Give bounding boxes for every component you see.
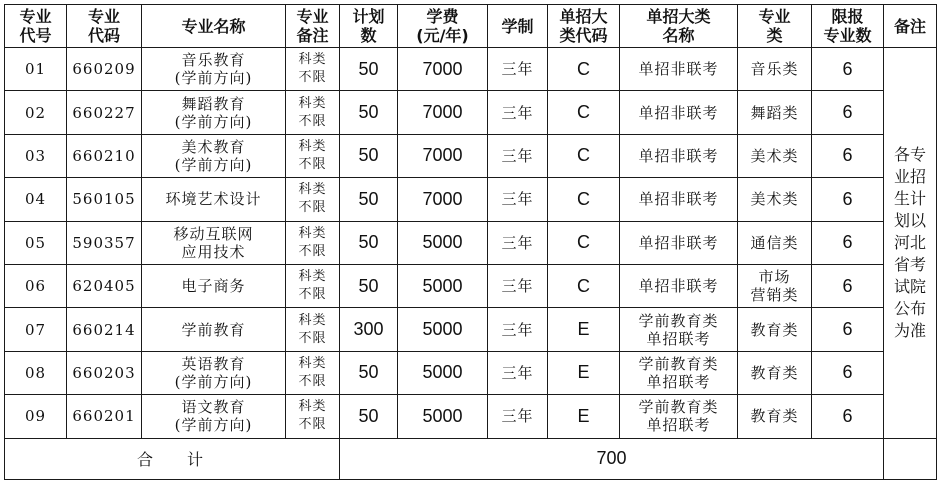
text-line: 学前教育类 xyxy=(638,311,719,330)
text-line: 不限 xyxy=(298,70,327,86)
cell-major-note xyxy=(286,308,340,351)
cell-plan: 50 xyxy=(340,178,398,221)
text-line: 单招非联考 xyxy=(638,60,719,79)
cell-major-no: 04 xyxy=(5,178,67,221)
cell-limit: 6 xyxy=(812,308,884,351)
cell-major-name xyxy=(142,264,286,307)
text-line: 科类 xyxy=(298,138,327,154)
table-row xyxy=(5,134,937,177)
cell-major-no: 06 xyxy=(5,264,67,307)
cell-years: 三年 xyxy=(488,351,548,394)
text-line: 专业名称 xyxy=(181,16,246,36)
text-line: 单招非联考 xyxy=(638,190,719,209)
cell-limit: 6 xyxy=(812,91,884,134)
cell-cat-code: C xyxy=(548,134,620,177)
cell-major-note xyxy=(286,134,340,177)
table-row xyxy=(5,264,937,307)
cell-limit: 6 xyxy=(812,178,884,221)
text-line: 科类 xyxy=(298,269,327,285)
cell-major-no: 01 xyxy=(5,48,67,91)
cell-years: 三年 xyxy=(488,178,548,221)
header-col-years xyxy=(488,5,548,48)
text-line: 环境艺术设计 xyxy=(165,190,262,209)
cell-years: 三年 xyxy=(488,91,548,134)
total-value: 700 xyxy=(340,438,884,479)
cell-major-code: 620405 xyxy=(67,264,142,307)
text-line: 不限 xyxy=(298,417,327,433)
text-line: 不限 xyxy=(298,287,327,303)
cell-fee: 5000 xyxy=(398,395,488,438)
cell-major-code: 660203 xyxy=(67,351,142,394)
cell-plan: 300 xyxy=(340,308,398,351)
cell-major-code: 660214 xyxy=(67,308,142,351)
text-line: 代号 xyxy=(19,26,52,45)
text-line: 单招非联考 xyxy=(638,103,719,122)
text-line: 科类 xyxy=(298,399,327,415)
text-line: 不限 xyxy=(298,373,327,389)
text-line: 科类 xyxy=(298,312,327,328)
cell-limit: 6 xyxy=(812,221,884,264)
cell-major-name xyxy=(142,91,286,134)
cell-cat-name xyxy=(620,351,738,394)
text-line: 专业 xyxy=(296,7,329,26)
text-line: 舞蹈类 xyxy=(750,103,799,122)
cell-plan: 50 xyxy=(340,264,398,307)
text-line: 单招非联考 xyxy=(638,233,719,252)
cell-major-class xyxy=(738,91,812,134)
cell-major-note xyxy=(286,178,340,221)
total-remark-empty xyxy=(884,438,937,479)
cell-cat-name xyxy=(620,395,738,438)
text-line: (学前方向) xyxy=(174,112,253,131)
text-line: (学前方向) xyxy=(174,69,253,88)
text-line: 学前教育类 xyxy=(638,354,719,373)
text-line: 美术类 xyxy=(750,190,799,209)
header-col-major-class xyxy=(738,5,812,48)
cell-cat-name xyxy=(620,134,738,177)
text-line: 音乐类 xyxy=(750,60,799,79)
cell-years: 三年 xyxy=(488,134,548,177)
cell-plan: 50 xyxy=(340,91,398,134)
cell-major-class xyxy=(738,395,812,438)
text-line: 不限 xyxy=(298,243,327,259)
cell-cat-code: C xyxy=(548,178,620,221)
cell-major-code: 660210 xyxy=(67,134,142,177)
header-col-cat-code xyxy=(548,5,620,48)
cell-major-name xyxy=(142,134,286,177)
text-line: 市场 xyxy=(758,268,791,287)
cell-major-class xyxy=(738,221,812,264)
remark-cell: 各专业招生计划以河北省考试院公布为准 xyxy=(884,48,937,439)
table-row xyxy=(5,91,937,134)
table-row xyxy=(5,48,937,91)
text-line: 限报 xyxy=(831,7,864,26)
table-row xyxy=(5,178,937,221)
text-line: 科类 xyxy=(298,355,327,371)
cell-plan: 50 xyxy=(340,351,398,394)
header-col-major-name xyxy=(142,5,286,48)
cell-years: 三年 xyxy=(488,264,548,307)
text-line: 不限 xyxy=(298,113,327,129)
cell-plan: 50 xyxy=(340,48,398,91)
cell-major-code: 660227 xyxy=(67,91,142,134)
cell-fee: 5000 xyxy=(398,221,488,264)
text-line: (学前方向) xyxy=(174,155,253,174)
cell-cat-name xyxy=(620,178,738,221)
table-row xyxy=(5,221,937,264)
text-line: 学前教育 xyxy=(181,320,246,339)
cell-limit: 6 xyxy=(812,395,884,438)
cell-fee: 5000 xyxy=(398,308,488,351)
text-line: (元/年) xyxy=(416,26,469,45)
table-body xyxy=(5,48,937,480)
total-label: 合计 xyxy=(5,438,340,479)
cell-major-name xyxy=(142,308,286,351)
text-line: 音乐教育 xyxy=(181,51,246,70)
text-line: 美术教育 xyxy=(181,137,246,156)
cell-major-note xyxy=(286,221,340,264)
cell-fee: 7000 xyxy=(398,48,488,91)
text-line: 单招大 xyxy=(559,7,608,26)
text-line: 类 xyxy=(766,26,783,45)
header-col-remark xyxy=(884,5,937,48)
cell-plan: 50 xyxy=(340,134,398,177)
cell-major-name xyxy=(142,351,286,394)
cell-major-code: 660201 xyxy=(67,395,142,438)
cell-major-class xyxy=(738,308,812,351)
text-line: 学前教育类 xyxy=(638,398,719,417)
text-line: 美术类 xyxy=(750,146,799,165)
header-col-major-code xyxy=(67,5,142,48)
cell-fee: 5000 xyxy=(398,351,488,394)
text-line: 类代码 xyxy=(559,26,608,45)
cell-major-no: 07 xyxy=(5,308,67,351)
text-line: 应用技术 xyxy=(181,242,246,261)
text-line: 专业 xyxy=(758,7,791,26)
cell-major-note xyxy=(286,264,340,307)
cell-plan: 50 xyxy=(340,395,398,438)
header-col-major-no xyxy=(5,5,67,48)
text-line: 科类 xyxy=(298,52,327,68)
cell-major-name xyxy=(142,221,286,264)
text-line: 专业 xyxy=(19,7,52,26)
text-line: 不限 xyxy=(298,330,327,346)
text-line: 英语教育 xyxy=(181,354,246,373)
text-line: 教育类 xyxy=(750,363,799,382)
cell-major-class xyxy=(738,134,812,177)
text-line: 单招联考 xyxy=(646,329,711,348)
cell-years: 三年 xyxy=(488,395,548,438)
text-line: 专业 xyxy=(87,7,120,26)
text-line: 科类 xyxy=(298,182,327,198)
cell-cat-code: C xyxy=(548,91,620,134)
cell-major-class xyxy=(738,48,812,91)
text-line: 舞蹈教育 xyxy=(181,94,246,113)
cell-cat-name xyxy=(620,264,738,307)
header-col-cat-name xyxy=(620,5,738,48)
cell-major-no: 02 xyxy=(5,91,67,134)
cell-cat-code: E xyxy=(548,308,620,351)
cell-major-no: 05 xyxy=(5,221,67,264)
cell-major-code: 660209 xyxy=(67,48,142,91)
cell-major-class xyxy=(738,178,812,221)
enrollment-plan-table xyxy=(4,4,937,480)
text-line: (学前方向) xyxy=(174,372,253,391)
text-line: 备注 xyxy=(296,26,329,45)
header-col-plan xyxy=(340,5,398,48)
text-line: (学前方向) xyxy=(174,416,253,435)
text-line: 教育类 xyxy=(750,407,799,426)
cell-major-name xyxy=(142,178,286,221)
cell-plan: 50 xyxy=(340,221,398,264)
header-row xyxy=(5,5,937,48)
cell-years: 三年 xyxy=(488,221,548,264)
cell-major-note xyxy=(286,395,340,438)
text-line: 单招联考 xyxy=(646,416,711,435)
cell-major-no: 08 xyxy=(5,351,67,394)
total-row xyxy=(5,438,937,479)
cell-cat-code: C xyxy=(548,264,620,307)
text-line: 备注 xyxy=(893,16,926,36)
cell-cat-code: C xyxy=(548,221,620,264)
cell-major-no: 03 xyxy=(5,134,67,177)
cell-cat-name xyxy=(620,48,738,91)
cell-fee: 7000 xyxy=(398,91,488,134)
text-line: 科类 xyxy=(298,95,327,111)
text-line: 单招非联考 xyxy=(638,277,719,296)
cell-major-name xyxy=(142,395,286,438)
cell-limit: 6 xyxy=(812,134,884,177)
text-line: 语文教育 xyxy=(181,398,246,417)
text-line: 代码 xyxy=(87,26,120,45)
cell-fee: 7000 xyxy=(398,134,488,177)
cell-fee: 5000 xyxy=(398,264,488,307)
text-line: 通信类 xyxy=(750,233,799,252)
text-line: 专业数 xyxy=(823,26,872,45)
text-line: 单招联考 xyxy=(646,372,711,391)
text-line: 营销类 xyxy=(750,286,799,305)
cell-limit: 6 xyxy=(812,351,884,394)
text-line: 移动互联网 xyxy=(173,224,254,243)
cell-major-note xyxy=(286,351,340,394)
cell-cat-code: E xyxy=(548,351,620,394)
cell-cat-code: C xyxy=(548,48,620,91)
cell-major-code: 560105 xyxy=(67,178,142,221)
cell-major-class xyxy=(738,351,812,394)
text-line: 科类 xyxy=(298,225,327,241)
cell-years: 三年 xyxy=(488,48,548,91)
text-line: 不限 xyxy=(298,156,327,172)
header-col-fee xyxy=(398,5,488,48)
cell-fee: 7000 xyxy=(398,178,488,221)
cell-major-code: 590357 xyxy=(67,221,142,264)
cell-major-note xyxy=(286,91,340,134)
cell-limit: 6 xyxy=(812,264,884,307)
text-line: 电子商务 xyxy=(181,277,246,296)
cell-years: 三年 xyxy=(488,308,548,351)
text-line: 数 xyxy=(360,26,377,45)
header-col-limit xyxy=(812,5,884,48)
cell-major-name xyxy=(142,48,286,91)
text-line: 单招非联考 xyxy=(638,146,719,165)
text-line: 计划 xyxy=(352,7,385,26)
text-line: 单招大类 xyxy=(646,7,711,26)
cell-cat-name xyxy=(620,221,738,264)
text-line: 学费 xyxy=(426,7,459,26)
cell-major-no: 09 xyxy=(5,395,67,438)
table-row xyxy=(5,351,937,394)
header-col-major-note xyxy=(286,5,340,48)
cell-major-note xyxy=(286,48,340,91)
table-row xyxy=(5,308,937,351)
cell-cat-code: E xyxy=(548,395,620,438)
text-line: 学制 xyxy=(501,16,534,36)
cell-cat-name xyxy=(620,91,738,134)
cell-major-class xyxy=(738,264,812,307)
cell-cat-name xyxy=(620,308,738,351)
cell-limit: 6 xyxy=(812,48,884,91)
table-row xyxy=(5,395,937,438)
text-line: 教育类 xyxy=(750,320,799,339)
text-line: 名称 xyxy=(662,26,695,45)
text-line: 不限 xyxy=(298,200,327,216)
